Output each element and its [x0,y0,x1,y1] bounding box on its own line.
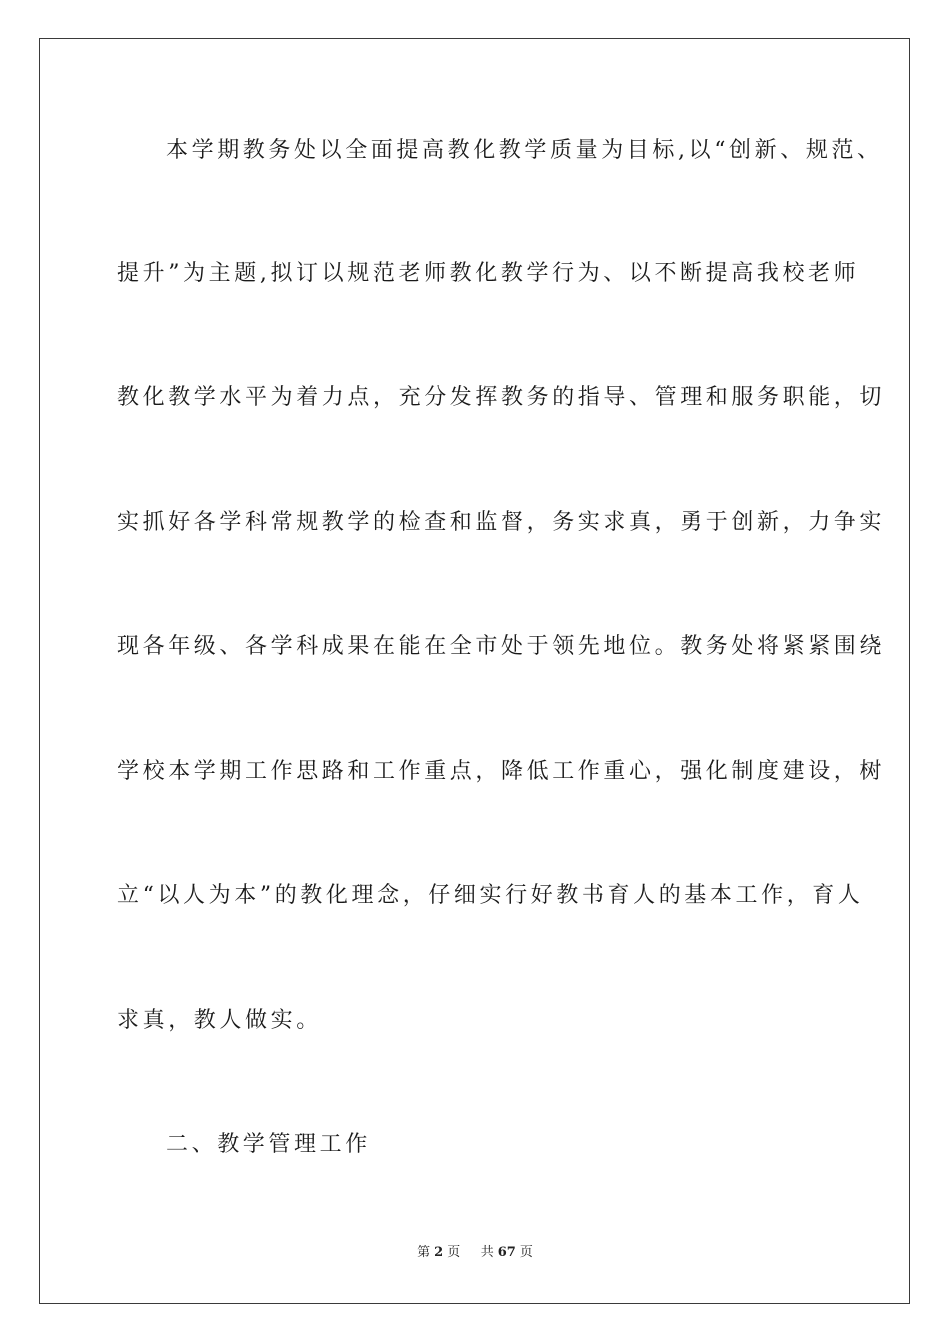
page-border [39,38,910,1304]
footer-total-suffix: 页 [519,1245,533,1260]
section-heading: 二、教学管理工作 [166,1132,371,1157]
footer-page-number: 2 [434,1245,444,1260]
paragraph-line-5: 现各年级、各学科成果在能在全市处于领先地位。教务处将紧紧围绕 [117,634,886,659]
page-footer [0,1244,950,1262]
paragraph-line-2: 提升”为主题,拟订以规范老师教化教学行为、以不断提高我校老师 [117,261,860,286]
paragraph-line-4: 实抓好各学科常规教学的检查和监督，务实求真，勇于创新，力争实 [117,510,886,535]
footer-total-prefix: 共 [480,1245,494,1260]
footer-page-suffix: 页 [447,1245,461,1260]
paragraph-line-8: 求真，教人做实。 [117,1008,322,1033]
paragraph-line-7: 立“以人为本”的教化理念，仔细实行好教书育人的基本工作，育人 [117,883,864,908]
paragraph-line-6: 学校本学期工作思路和工作重点，降低工作重心，强化制度建设，树 [117,759,886,784]
footer-page-prefix: 第 [417,1245,431,1260]
paragraph-line-1: 本学期教务处以全面提高教化教学质量为目标,以“创新、规范、 [166,138,883,163]
footer-total-pages: 67 [497,1245,516,1260]
paragraph-line-3: 教化教学水平为着力点，充分发挥教务的指导、管理和服务职能，切 [117,385,886,410]
